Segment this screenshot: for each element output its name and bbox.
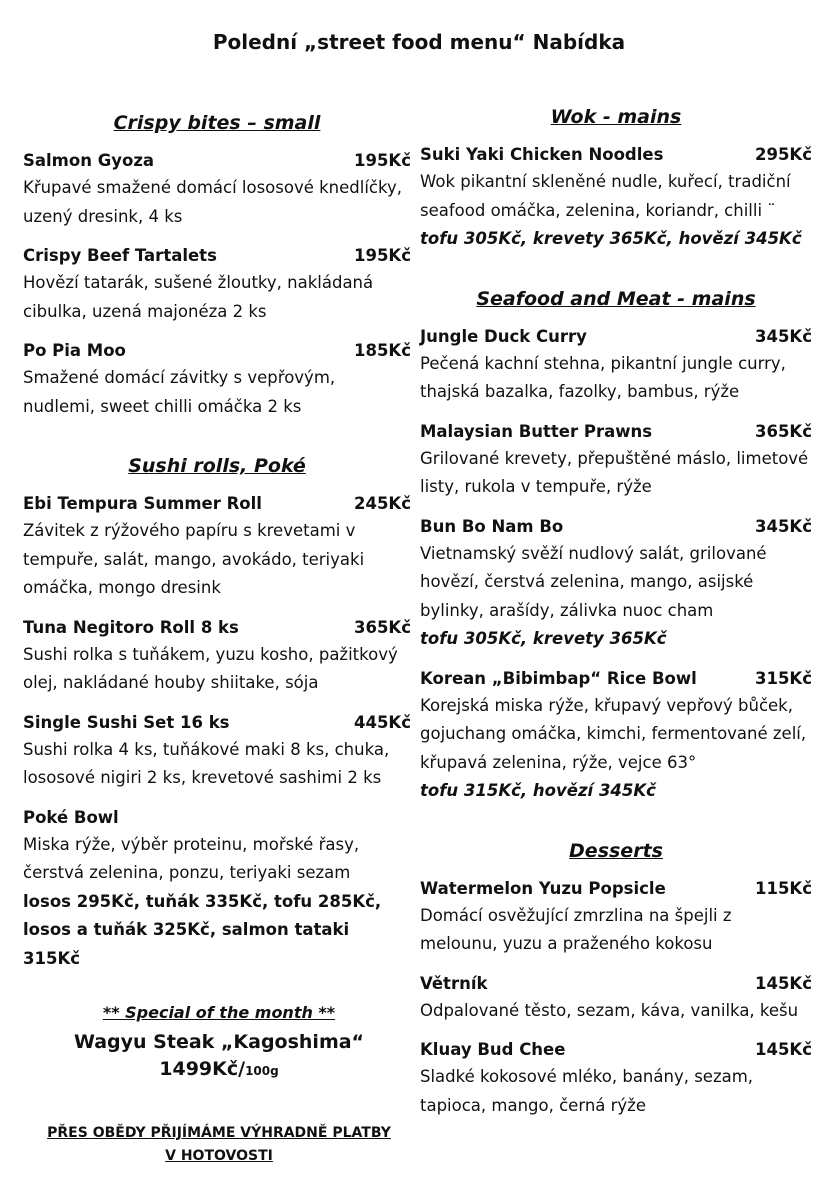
section-title: Seafood and Meat - mains xyxy=(476,287,756,310)
menu-item-header xyxy=(23,615,411,641)
menu-item-name: Salmon Gyoza xyxy=(23,151,155,170)
menu-item-header xyxy=(23,148,411,174)
menu-item-price: 345Kč xyxy=(754,516,812,536)
menu-item-name: Kluay Bud Chee xyxy=(420,1040,566,1059)
menu-item-price: 295Kč xyxy=(754,145,812,164)
menu-item-options: tofu 315Kč, hovězí 345Kč xyxy=(420,781,656,800)
right-column xyxy=(420,106,812,1132)
notice-line-2: V HOTOVOSTI xyxy=(165,1148,273,1164)
menu-item-price: 345Kč xyxy=(754,326,812,346)
menu-item-name: Single Sushi Set 16 ks xyxy=(23,712,230,732)
notice-line-1: PŘES OBĚDY PŘIJÍMÁME VÝHRADNĚ PLATBY xyxy=(47,1125,391,1141)
menu-item-name: Ebi Tempura Summer Roll xyxy=(23,494,262,513)
menu-item xyxy=(23,615,411,698)
menu-item xyxy=(420,514,812,654)
section-spacer xyxy=(420,818,812,840)
menu-item-header xyxy=(23,710,411,736)
section-title: Desserts xyxy=(569,839,663,862)
special-price-line xyxy=(23,1056,415,1084)
menu-item-name: Jungle Duck Curry xyxy=(420,326,587,346)
special-title: ** Special of the month ** xyxy=(102,1003,336,1022)
menu-item-description: Hovězí tatarák, sušené žloutky, nakládaná cibulka, uzená majonéza 2 ks xyxy=(23,273,374,321)
menu-item-name: Po Pia Moo xyxy=(23,341,126,360)
special-unit: 100g xyxy=(245,1064,279,1078)
menu-item-description: Odpalované těsto, sezam, káva, vanilka, kešu xyxy=(420,1000,799,1020)
section-title: Sushi rolls, Poké xyxy=(128,455,306,477)
menu-item-header xyxy=(23,338,411,364)
menu-item-description: Domácí osvěžující zmrzlina na špejli z melounu, yuzu a praženého kokosu xyxy=(420,905,732,953)
menu-item xyxy=(420,324,812,407)
section-title: Wok - mains xyxy=(550,106,682,128)
menu-item-description: Pečená kachní stehna, pikantní jungle curry, thajská bazalka, fazolky, bambus, rýže xyxy=(420,353,786,401)
menu-item-name: Korean „Bibimbap“ Rice Bowl xyxy=(420,668,697,688)
menu-item-description: Sushi rolka s tuňákem, yuzu kosho, pažitkový olej, nakládané houby shiitake, sója xyxy=(23,644,398,692)
menu-item-options: tofu 305Kč, krevety 365Kč, hovězí 345Kč xyxy=(420,229,802,248)
menu-item-options: losos 295Kč, tuňák 335Kč, tofu 285Kč, losos a tuňák 325Kč, salmon tataki 315Kč xyxy=(23,891,382,968)
menu-item xyxy=(23,491,411,603)
menu-item-header xyxy=(420,876,812,902)
menu-item-name: Crispy Beef Tartalets xyxy=(23,246,217,265)
payment-notice xyxy=(23,1122,415,1168)
special-of-month xyxy=(23,1002,415,1084)
menu-item-name: Suki Yaki Chicken Noodles xyxy=(420,145,664,164)
menu-item-name: Bun Bo Nam Bo xyxy=(420,516,564,536)
left-column xyxy=(23,112,411,985)
menu-item-description: Miska rýže, výběr proteinu, mořské řasy, čerstvá zelenina, ponzu, teriyaki sezam xyxy=(23,834,360,882)
menu-item-price: 185Kč xyxy=(353,341,411,360)
menu-item xyxy=(23,338,411,421)
menu-title: Polední „street food menu“ Nabídka xyxy=(212,30,626,54)
menu-item-price: 145Kč xyxy=(754,973,812,993)
menu-item xyxy=(23,148,411,231)
menu-item-price: 115Kč xyxy=(754,878,812,898)
menu-item xyxy=(420,666,812,806)
menu-item-header xyxy=(23,243,411,269)
menu-item xyxy=(23,243,411,326)
menu-item-header xyxy=(23,491,411,517)
menu-item-header xyxy=(420,142,812,168)
menu-item-description: Grilované krevety, přepuštěné máslo, limetové listy, rukola v tempuře, rýže xyxy=(420,448,809,496)
menu-item-header xyxy=(420,324,812,350)
menu-item xyxy=(23,710,411,793)
menu-item-name: Tuna Negitoro Roll 8 ks xyxy=(23,617,239,637)
menu-item-price: 195Kč xyxy=(353,246,411,265)
menu-item-description: Korejská miska rýže, křupavý vepřový bůček, gojuchang omáčka, kimchi, fermentované zelí, křupavá zelenina, rýže, vejce 63° xyxy=(420,695,807,772)
menu-item-name: Malaysian Butter Prawns xyxy=(420,421,653,441)
special-price: 1499Kč/ xyxy=(159,1058,246,1080)
menu-item xyxy=(420,971,812,1026)
menu-item-description: Smažené domácí závitky s vepřovým, nudlemi, sweet chilli omáčka 2 ks xyxy=(23,368,336,416)
menu-item-price: 245Kč xyxy=(353,494,411,513)
menu-item-header xyxy=(23,805,411,831)
menu-item-name: Větrník xyxy=(420,973,488,993)
menu-item xyxy=(420,419,812,502)
menu-item-price: 145Kč xyxy=(754,1040,812,1059)
menu-item xyxy=(420,876,812,959)
menu-item-price: 365Kč xyxy=(353,617,411,637)
menu-item xyxy=(420,1037,812,1120)
menu-item-name: Poké Bowl xyxy=(23,807,119,827)
section-spacer xyxy=(420,266,812,288)
menu-item-price: 445Kč xyxy=(353,712,411,732)
menu-item-description: Křupavé smažené domácí lososové knedlíčky, uzený dresink, 4 ks xyxy=(23,178,402,226)
menu-item-header xyxy=(420,666,812,692)
menu-item-price: 365Kč xyxy=(754,421,812,441)
menu-item-price: 315Kč xyxy=(754,668,812,688)
menu-item-price: 195Kč xyxy=(353,151,411,170)
menu-item-header xyxy=(420,971,812,997)
section-spacer xyxy=(23,433,411,455)
menu-item-description: Wok pikantní skleněné nudle, kuřecí, tradiční seafood omáčka, zelenina, koriandr, chilli ¨ xyxy=(420,172,791,220)
menu-item-name: Watermelon Yuzu Popsicle xyxy=(420,878,666,898)
special-name: Wagyu Steak „Kagoshima“ xyxy=(73,1031,365,1053)
menu-item xyxy=(23,805,411,974)
menu-item-description: Závitek z rýžového papíru s krevetami v tempuře, salát, mango, avokádo, teriyaki omáčka, mongo dresink xyxy=(23,521,365,597)
menu-item-header xyxy=(420,1037,812,1063)
menu-item xyxy=(420,142,812,254)
menu-item-options: tofu 305Kč, krevety 365Kč xyxy=(420,629,667,648)
menu-item-description: Vietnamský svěží nudlový salát, grilované hovězí, čerstvá zelenina, mango, asijské bylinky, arašídy, zálivka nuoc cham xyxy=(420,543,767,620)
menu-item-description: Sushi rolka 4 ks, tuňákové maki 8 ks, chuka, lososové nigiri 2 ks, krevetové sashimi 2 ks xyxy=(23,739,390,787)
section-title: Crispy bites – small xyxy=(113,112,321,134)
menu-item-description: Sladké kokosové mléko, banány, sezam, tapioca, mango, černá rýže xyxy=(420,1067,754,1115)
menu-item-header xyxy=(420,419,812,445)
menu-item-header xyxy=(420,514,812,540)
